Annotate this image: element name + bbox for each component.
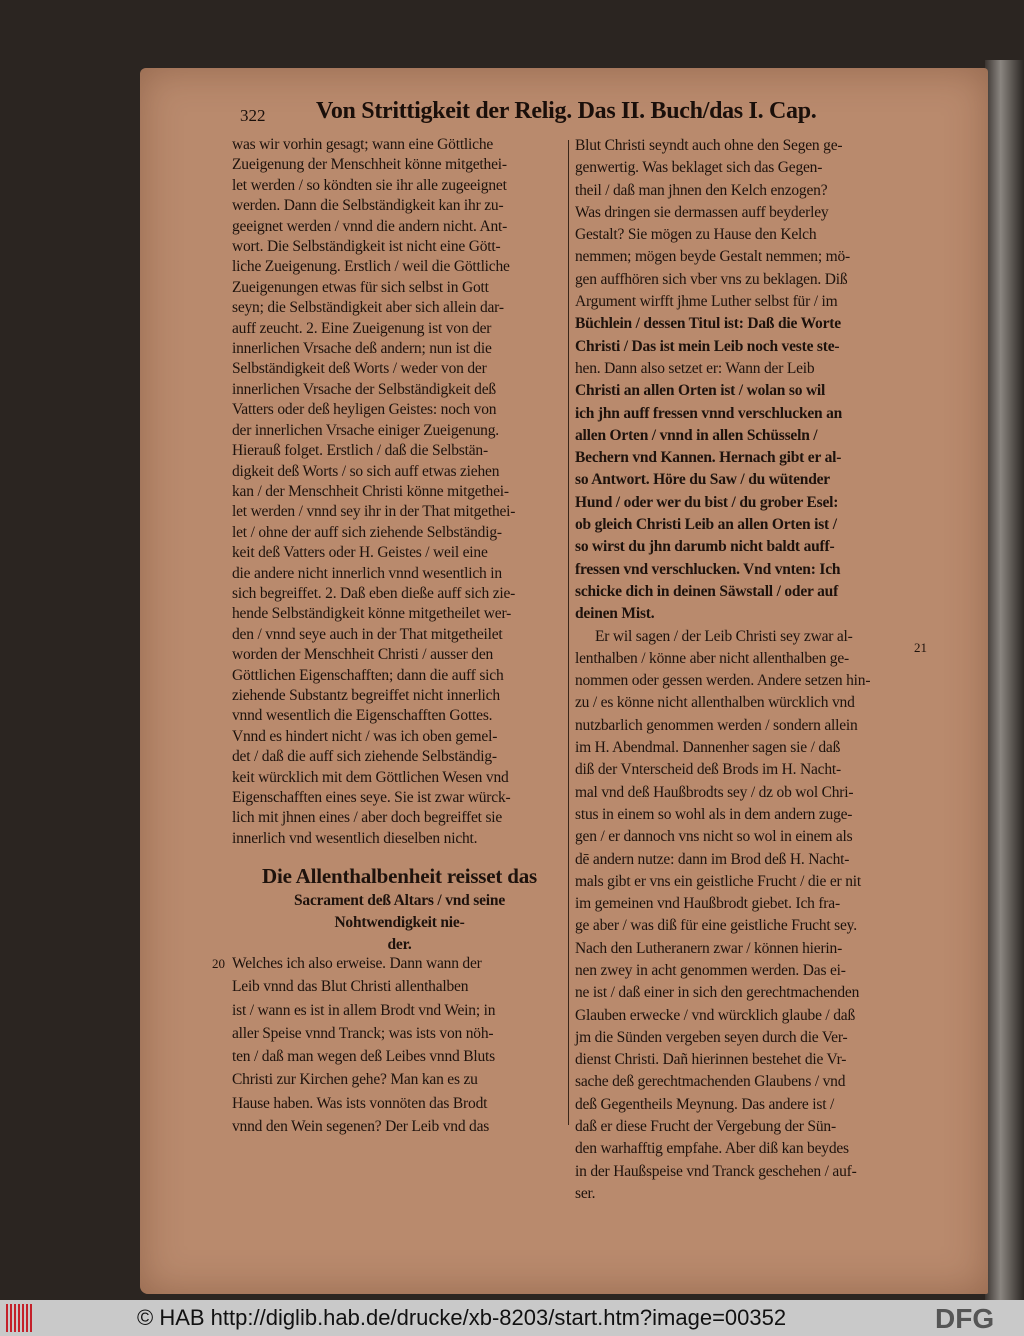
text-line: den warhafftig empfahe. Aber diß kan beydes <box>575 1140 849 1158</box>
source-url[interactable]: © HAB http://diglib.hab.de/drucke/xb-8203/start.htm?image=00352 <box>137 1305 787 1330</box>
text-line: hende Selbständigkeit könne mitgetheilet wer- <box>232 605 512 623</box>
text-line: Welches ich also erweise. Dann wann der <box>232 955 482 972</box>
text-line: sich begreiffet. 2. Daß eben dieße auff sich zie- <box>232 584 516 602</box>
text-line: Selbständigkeit deß Worts / weder von der <box>232 360 487 378</box>
text-line: Hierauß folget. Erstlich / daß die Selbstän- <box>232 442 488 460</box>
text-line: der innerlichen Vrsache einiger Zueigenung. <box>232 421 499 439</box>
section-heading: Sacrament deß Altars / vnd seine <box>293 892 506 909</box>
section-heading: Nohtwendigkeit nie- <box>334 914 465 931</box>
text-line: wort. Die Selbständigkeit ist nicht eine Gött- <box>232 238 501 256</box>
text-line: Blut Christi seyndt auch ohne den Segen ge- <box>575 137 843 154</box>
text-line: genwertig. Was beklaget sich das Gegen- <box>575 159 823 177</box>
text-line: Büchlein / dessen Titul ist: Daß die Worte <box>575 315 841 333</box>
text-line: aller Speise vnnd Tranck; was ists von nöh- <box>232 1024 494 1042</box>
right-column <box>575 135 910 1205</box>
left-column-continued <box>232 952 567 1138</box>
margin-note: 20 <box>212 956 225 971</box>
text-line: gen / er dannoch vns nicht so wol in einem als <box>575 828 853 846</box>
text-line: ich jhn auff fressen vnnd verschlucken an <box>575 404 843 422</box>
section-heading-block <box>232 862 567 956</box>
text-line: so Antwort. Höre du Saw / du wütender <box>575 471 830 489</box>
text-line: vnnd wesentlich die Eigenschafften Gottes. <box>232 707 493 725</box>
text-line: den / vnnd seye auch in der That mitgetheilet <box>232 625 503 643</box>
text-line: keit deß Vatters oder H. Geistes / weil eine <box>232 544 488 562</box>
text-line: ge aber / was diß für eine geistliche Frucht sey. <box>575 917 857 935</box>
text-line: dē andern nutze: dann im Brod deß H. Nacht- <box>575 850 850 868</box>
text-line: im H. Abendmal. Dannenher sagen sie / daß <box>575 739 841 757</box>
text-line: hen. Dann also setzet er: Wann der Leib <box>575 359 815 377</box>
text-line: innerlichen Vrsache der Selbständigkeit deß <box>232 380 496 398</box>
text-line: deß Gegentheils Meynung. Das andere ist / <box>575 1095 835 1113</box>
section-heading: Die Allenthalbenheit reisset das <box>262 864 537 888</box>
text-line: geeignet werden / vnnd die andern nicht. Ant- <box>232 217 508 235</box>
text-line: ob gleich Christi Leib an allen Orten ist / <box>575 516 837 534</box>
text-line: Bechern vnd Kannen. Hernach gibt er al- <box>575 449 842 467</box>
text-line: dienst Christi. Dañ hierinnen bestehet die Vr- <box>575 1051 847 1069</box>
text-line: digkeit deß Worts / so sich auff etwas ziehen <box>232 462 500 480</box>
text-line: sache deß gerechtmachenden Glaubens / vnd <box>575 1073 846 1091</box>
text-line: nutzbarlich genommen werden / sondern allein <box>575 716 858 734</box>
text-line: nommen oder gessen werden. Andere setzen hin- <box>575 672 871 690</box>
text-line: diß der Vnterscheid deß Brods im H. Nacht- <box>575 761 841 779</box>
footer-bar <box>0 1300 1024 1336</box>
page-number: 322 <box>240 106 266 125</box>
text-line: Er wil sagen / der Leib Christi sey zwar al- <box>595 627 853 645</box>
text-line: Eigenschafften eines seye. Sie ist zwar würck- <box>232 789 511 806</box>
text-line: theil / daß man jhnen den Kelch enzogen? <box>575 181 828 199</box>
text-line: worden der Menschheit Christi / ausser den <box>232 646 494 664</box>
text-line: innerlichen Vrsache deß andern; nun ist die <box>232 340 492 358</box>
running-header <box>240 98 910 130</box>
text-line: jm die Sünden vergeben seyen durch die Ver- <box>575 1028 848 1046</box>
text-line: ne ist / daß einer in sich den gerechtmachenden <box>575 984 860 1002</box>
text-line: gen auffhören sich vber vns zu beklagen. Diß <box>575 270 848 288</box>
text-line: Christi / Das ist mein Leib noch veste ste- <box>575 337 840 355</box>
section-heading: der. <box>387 936 412 953</box>
book-edge <box>985 60 1024 1300</box>
text-line: deinen Mist. <box>575 605 655 623</box>
text-line: lich mit jhnen eines / aber doch begreiffet sie <box>232 809 503 827</box>
text-line: Argument wirfft jhme Luther selbst für / im <box>575 293 838 311</box>
text-line: Was dringen sie dermassen auff beyderley <box>575 203 829 221</box>
text-line: Nach den Lutheranern zwar / können hierin- <box>575 939 843 957</box>
text-line: nemmen; mögen beyde Gestalt nemmen; mö- <box>575 248 850 266</box>
text-line: let werden / so köndten sie ihr alle zugeeignet <box>232 176 507 194</box>
text-line: stus in einem so wohl als in dem andern zuge- <box>575 805 853 823</box>
hab-logo-icon <box>6 1304 34 1332</box>
text-line: det / daß die auff sich ziehende Selbständig- <box>232 748 497 766</box>
text-line: in der Haußspeise vnd Tranck geschehen / auf- <box>575 1162 857 1180</box>
text-line: Zueigenungen etwas für sich selbst in Gott <box>232 278 489 296</box>
text-line: liche Zueigenung. Erstlich / weil die Göttliche <box>232 258 510 276</box>
text-line: zu / es könne nicht allenthalben würcklich vnd <box>575 694 855 712</box>
text-line: kan / der Menschheit Christi könne mitgethei- <box>232 482 509 500</box>
text-line: Hund / oder wer du bist / du grober Esel: <box>575 493 839 511</box>
text-line: Christi an allen Orten ist / wolan so wil <box>575 382 826 400</box>
text-line: Göttlichen Eigenschafften; dann die auff sich <box>232 666 504 684</box>
left-column <box>232 135 567 849</box>
text-line: Hause haben. Was ists vonnöten das Brodt <box>232 1094 488 1112</box>
text-line: Christi zur Kirchen gehe? Man kan es zu <box>232 1071 478 1089</box>
text-line: Gestalt? Sie mögen zu Hause den Kelch <box>575 226 817 244</box>
text-line: Vatters oder deß heyligen Geistes: noch von <box>232 401 497 419</box>
text-line: let werden / vnnd sey ihr in der That mitgethei- <box>232 503 516 521</box>
text-line: daß er diese Frucht der Vergebung der Sün- <box>575 1118 836 1136</box>
text-line: ten / daß man wegen deß Leibes vnnd Bluts <box>232 1048 495 1066</box>
text-line: auff zeucht. 2. Eine Zueigenung ist von der <box>232 319 492 337</box>
text-line: ist / wann es ist in allem Brodt vnd Wein; in <box>232 1001 496 1019</box>
text-line: so wirst du jhn darumb nicht baldt auff- <box>575 538 835 556</box>
running-title: Von Strittigkeit der Relig. Das II. Buch/das I. Cap. <box>316 98 817 124</box>
text-line: innerlich vnd wesentlich dieselben nicht. <box>232 829 478 847</box>
text-line: allen Orten / vnnd in allen Schüsseln / <box>575 426 818 444</box>
text-line: schicke dich in deinen Säwstall / oder auf <box>575 582 839 600</box>
text-line: nen zwey in acht genommen werden. Das ei- <box>575 961 846 979</box>
text-line: fressen vnd verschlucken. Vnd vnten: Ich <box>575 560 841 578</box>
text-line: let / ohne der auff sich ziehende Selbständig- <box>232 523 502 541</box>
text-line: Vnnd es hindert nicht / was ich oben gemel- <box>232 727 498 745</box>
text-line: im gemeinen vnd Haußbrodt giebet. Ich fra- <box>575 895 840 913</box>
text-line: ziehende Substantz begreiffet nicht innerlich <box>232 686 500 704</box>
text-line: lenthalben / könne aber nicht allenthalben ge- <box>575 649 849 667</box>
text-line: Glauben erwecke / vnd würcklich glaube / daß <box>575 1006 855 1024</box>
text-line: vnnd den Wein segenen? Der Leib vnd das <box>232 1118 490 1136</box>
text-line: die andere nicht innerlich vnnd wesentlich in <box>232 564 502 582</box>
dfg-logo: DFG <box>935 1303 995 1334</box>
text-line: mals gibt er vns ein geistliche Frucht / die er nit <box>575 872 861 890</box>
text-line: ser. <box>575 1184 596 1202</box>
text-line: was wir vorhin gesagt; wann eine Göttliche <box>232 136 494 153</box>
margin-note: 21 <box>914 640 927 655</box>
text-line: keit würcklich mit dem Göttlichen Wesen vnd <box>232 768 509 786</box>
text-line: Leib vnnd das Blut Christi allenthalben <box>232 978 469 996</box>
text-line: mal vnd deß Haußbrodts sey / dz ob wol Chri- <box>575 783 854 801</box>
text-line: seyn; die Selbständigkeit aber sich allein dar- <box>232 299 504 317</box>
text-line: Zueigenung der Menschheit könne mitgethei- <box>232 156 507 174</box>
column-rule <box>568 140 569 1125</box>
text-line: werden. Dann die Selbständigkeit kan ihr zu- <box>232 197 504 215</box>
